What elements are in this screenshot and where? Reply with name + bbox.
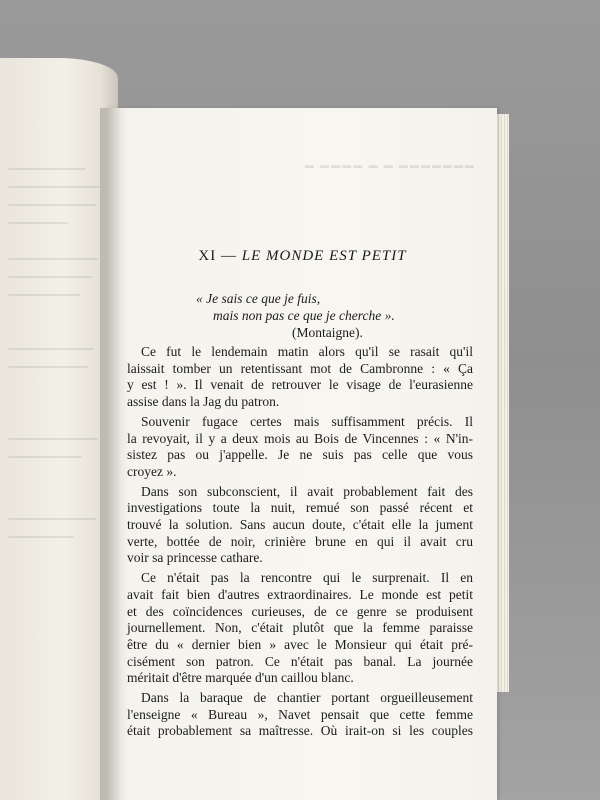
gutter-shadow (100, 108, 122, 800)
text-line: assise dans la Jag du patron. (127, 394, 280, 410)
text-line: trouvé la solution. Sans aucun doute, c'était elle la jument (127, 517, 473, 533)
text-line: avait fait bien d'autres extraordinaires. Le monde est petit (127, 586, 473, 602)
show-through-line (8, 348, 94, 350)
show-through-line (8, 222, 68, 224)
chapter-title (130, 248, 475, 265)
show-through-line (8, 518, 96, 520)
epigraph-line: mais non pas ce que je cherche ». (213, 308, 395, 323)
text-line: l'enseigne « Bureau », Navet pensait que cette femme (127, 706, 473, 722)
show-through-line (8, 438, 98, 440)
body-text (127, 344, 473, 743)
text-line: méritait d'être marquée d'un caillou blanc. (127, 670, 354, 686)
text-line: croyez ». (127, 463, 177, 479)
paragraph (127, 414, 473, 481)
paragraph (127, 344, 473, 411)
text-line: laissait tomber un retentissant mot de Cambronne : « Ça (127, 360, 473, 376)
text-line: être du « dernier bien » avec le Monsieur qui était pré- (127, 636, 473, 652)
show-through-line (8, 366, 88, 368)
text-line: la revoyait, il y a deux mois au Bois de Vincennes : « N'in- (127, 430, 473, 446)
epigraph-attribution: (Montaigne). (292, 325, 363, 340)
paragraph (127, 484, 473, 568)
text-line: Dans la baraque de chantier portant orgueilleusement (141, 690, 473, 706)
show-through-line (8, 186, 100, 188)
chapter-title-text: LE MONDE EST PETIT (241, 248, 407, 264)
text-line: était probablement sa maîtresse. Où irait-on si les couples (127, 723, 473, 739)
text-line: Ce fut le lendemain matin alors qu'il se rasait qu'il (141, 344, 473, 359)
text-line: sistez pas ou j'appelle. Je ne suis pas celle que vous (127, 447, 473, 463)
chapter-number: XI (198, 248, 217, 264)
show-through-line (8, 168, 86, 170)
show-through-line (8, 536, 74, 538)
epigraph-line: « Je sais ce que je fuis, (196, 291, 321, 306)
show-through-line (8, 294, 80, 296)
paragraph (127, 690, 473, 740)
show-through-line (8, 204, 96, 206)
text-line: Ce n'était pas la rencontre qui le surprenait. Il en (141, 570, 473, 586)
chapter-separator: — (221, 248, 237, 264)
text-line: y est ! ». Il venait de retrouver le visage de l'eurasienne (127, 377, 473, 393)
text-line: et des coïncidences curieuses, de ce genre se produisent (127, 603, 473, 619)
show-through-running-head: ▬ ▬▬▬▬ ▬ ▬ ▬▬▬▬▬▬▬ (305, 160, 476, 170)
text-line: journellement. Non, c'était plutôt que la femme paraisse (127, 620, 473, 636)
show-through-line (8, 258, 98, 260)
text-line: Souvenir fugace certes mais suffisamment précis. Il (141, 413, 473, 429)
show-through-line (8, 456, 82, 458)
epigraph (196, 290, 486, 341)
text-line: investigations toute la nuit, remué son passé récent et (127, 500, 473, 516)
text-line: voir sa princesse cathare. (127, 550, 263, 566)
text-line: cisément son patron. Ce n'était pas banal. La journée (127, 653, 473, 669)
paragraph (127, 570, 473, 687)
text-line: verte, bottée de noir, crinière brune en qui il avait cru (127, 533, 473, 549)
show-through-line (8, 276, 92, 278)
text-line: Dans son subconscient, il avait probablement fait des (141, 483, 473, 499)
